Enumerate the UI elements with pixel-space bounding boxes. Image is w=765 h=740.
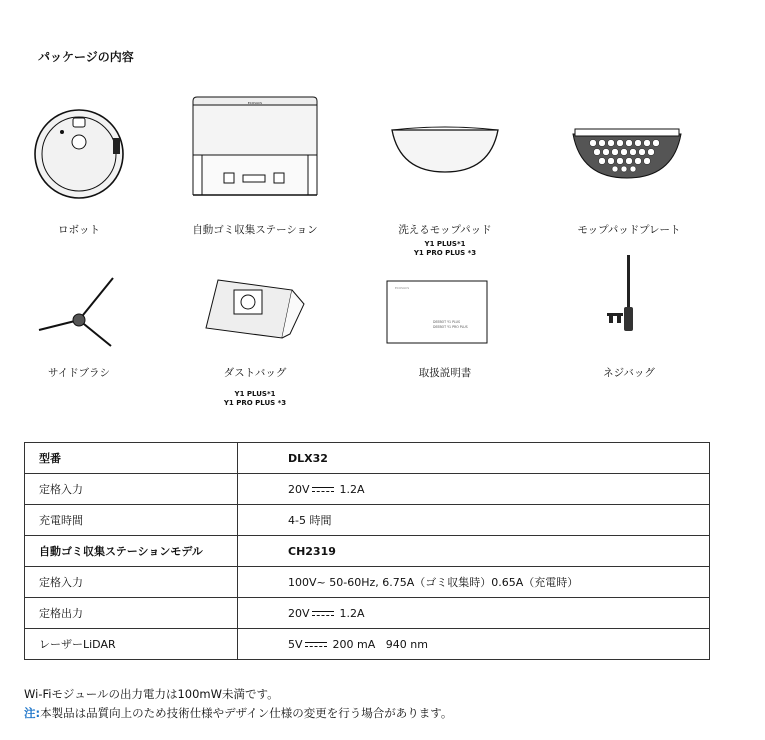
table-row — [25, 629, 710, 660]
item-label-side-brush: サイドブラシ — [48, 367, 110, 379]
item-label-station: 自動ゴミ収集ステーション — [192, 224, 318, 236]
manual-model-2: DEEBOT Y1 PRO PLUS — [433, 325, 468, 329]
item-label-robot: ロボット — [58, 224, 100, 236]
item-label-dust-bag: ダストバッグ — [223, 367, 287, 379]
manual-brand: ECOVACS — [395, 286, 410, 290]
spec-key: 充電時間 — [25, 505, 238, 536]
spec-change-note — [24, 705, 452, 721]
table-row — [25, 443, 710, 474]
dust-bag-image — [165, 274, 345, 342]
mop-pad-image — [355, 124, 535, 176]
spec-value-voltage: 20V — [288, 606, 310, 620]
dc-symbol-icon — [312, 610, 334, 618]
station-brand: ECOVACS — [247, 101, 263, 105]
spec-value: 4-5 時間 — [238, 505, 710, 536]
note-label: 注: — [24, 706, 41, 720]
item-sub-mop-pad-2: Y1 PRO PLUS *3 — [413, 249, 477, 257]
spec-value — [238, 598, 710, 629]
item-sub-dust-bag-1: Y1 PLUS*1 — [234, 390, 276, 398]
spec-value-current: 200 mA 940 nm — [332, 637, 428, 651]
mop-plate-image — [537, 126, 717, 182]
spec-key: 定格入力 — [25, 474, 238, 505]
spec-key: 自動ゴミ収集ステーションモデル — [25, 536, 238, 567]
table-row — [25, 474, 710, 505]
item-label-manual: 取扱説明書 — [418, 367, 472, 379]
spec-value-voltage: 20V — [288, 482, 310, 496]
spec-key: 定格出力 — [25, 598, 238, 629]
side-brush-image — [0, 270, 169, 352]
spec-value — [238, 474, 710, 505]
note-text: 本製品は品質向上のため技術仕様やデザイン仕様の変更を行う場合があります。 — [40, 706, 453, 720]
spec-value-current: 1.2A — [339, 482, 365, 496]
table-row — [25, 598, 710, 629]
item-sub-mop-pad-1: Y1 PLUS*1 — [424, 240, 466, 248]
spec-value-current: 1.2A — [339, 606, 365, 620]
manual-image — [347, 279, 527, 345]
item-label-mop-plate: モップパッドプレート — [577, 224, 681, 236]
dc-symbol-icon — [312, 486, 334, 494]
table-row — [25, 567, 710, 598]
wifi-note: Wi-Fiモジュールの出力電力は100mW未満です。 — [24, 687, 279, 701]
spec-key: レーザーLiDAR — [25, 629, 238, 660]
table-row — [25, 536, 710, 567]
spec-table — [24, 442, 710, 660]
spec-value: DLX32 — [238, 443, 710, 474]
spec-key: 定格入力 — [25, 567, 238, 598]
item-label-mop-pad: 洗えるモップパッド — [398, 224, 492, 236]
screw-bag-image — [537, 253, 717, 335]
spec-key: 型番 — [25, 443, 238, 474]
dc-symbol-icon — [305, 641, 327, 649]
table-row — [25, 505, 710, 536]
spec-value: 100V~ 50-60Hz, 6.75A（ゴミ収集時）0.65A（充電時） — [238, 567, 710, 598]
spec-value-voltage: 5V — [288, 637, 303, 651]
page-title: パッケージの内容 — [38, 50, 134, 64]
robot-image — [0, 108, 169, 200]
item-label-screw-bag: ネジバッグ — [603, 367, 655, 379]
spec-value: CH2319 — [238, 536, 710, 567]
spec-value — [238, 629, 710, 660]
station-image — [165, 95, 345, 199]
manual-model-1: DEEBOT Y1 PLUS — [433, 320, 460, 324]
item-sub-dust-bag-2: Y1 PRO PLUS *3 — [223, 399, 287, 407]
